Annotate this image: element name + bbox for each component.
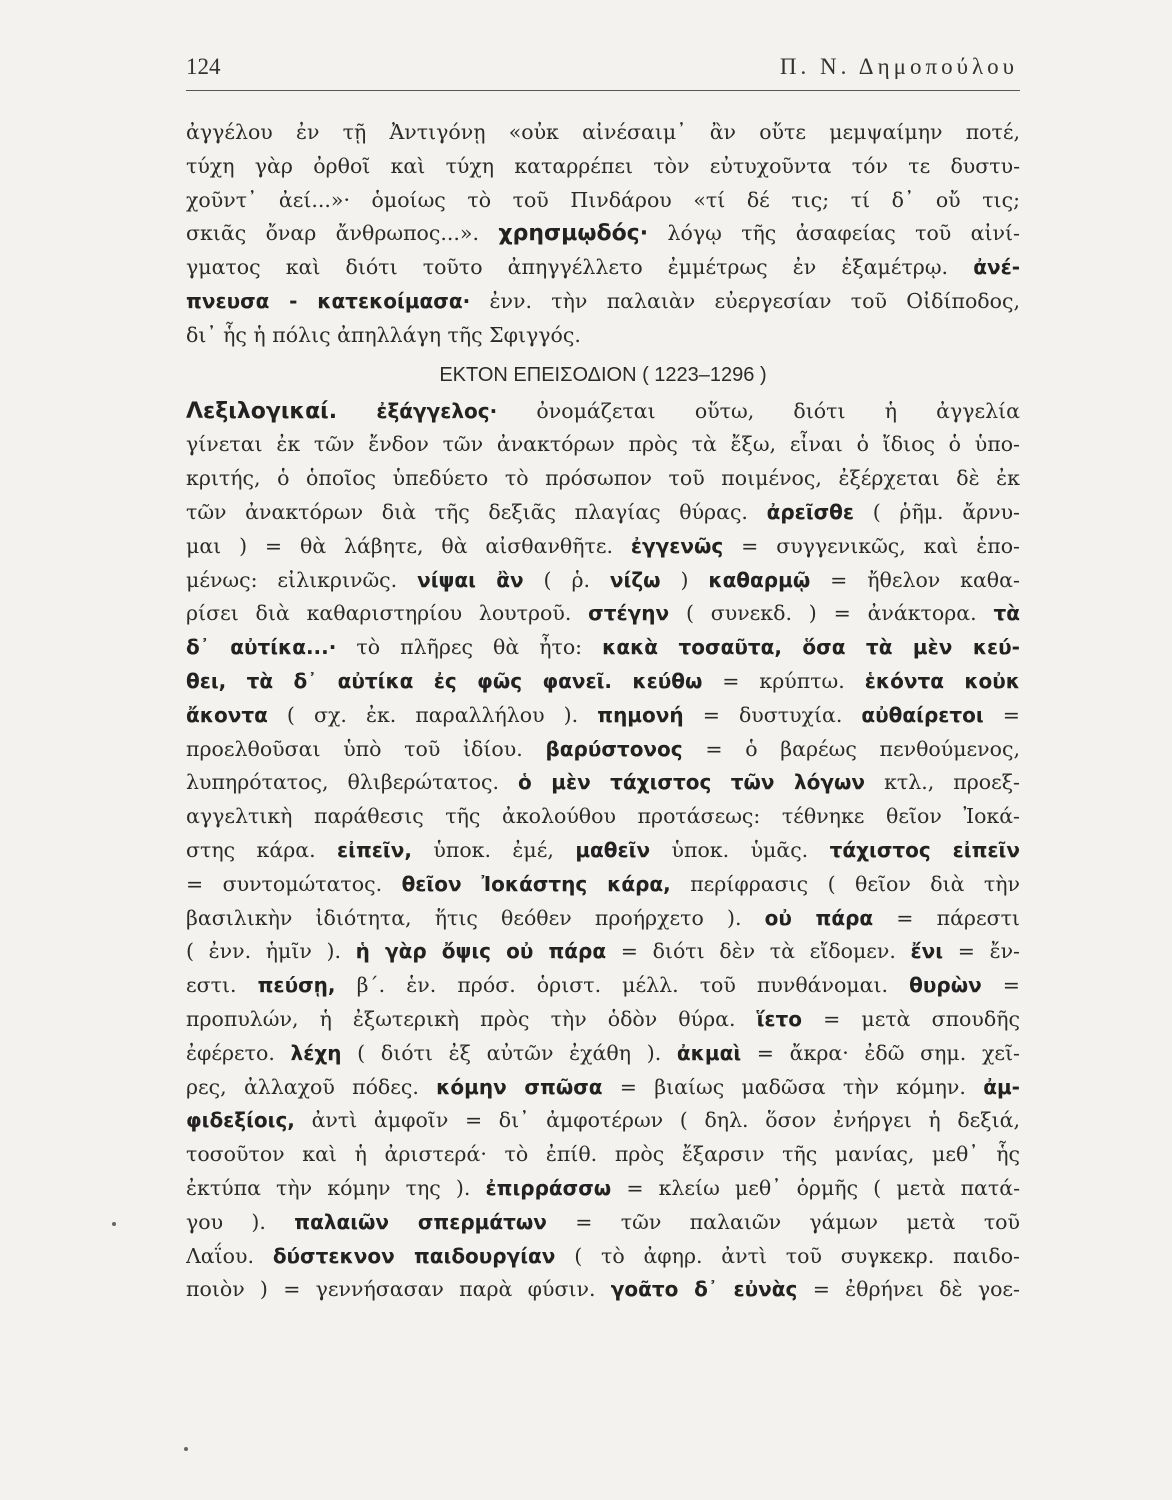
text-span: = τῶν παλαιῶν γάμων μετὰ τοῦ — [575, 1209, 1020, 1234]
bold-term: θεῖον Ἰοκάστης κάρα, — [401, 871, 671, 896]
text-line — [186, 285, 1020, 319]
scan-speck — [112, 1222, 116, 1226]
text-line — [186, 1240, 1020, 1274]
bold-term: ὁ μὲν τάχιστος τῶν λόγων — [518, 770, 866, 795]
section-heading: ΕΚΤΟΝ ΕΠΕΙΣΟΔΙΟΝ ( 1223–1296 ) — [439, 363, 767, 386]
text-span: γου ). — [186, 1209, 266, 1234]
text-span: ( ἐνν. ἡμῖν ). — [186, 939, 341, 964]
text-span: = δυστυχία. — [702, 702, 843, 727]
text-span: λυπηρότατος, θλιβερώτατος. — [186, 770, 499, 795]
text-line — [186, 1206, 1020, 1240]
text-span: ( ῥ. — [543, 567, 591, 592]
text-span: ( σχ. ἐκ. παραλλήλου ). — [286, 702, 579, 727]
bold-term: αὐθαίρετοι — [861, 702, 984, 727]
bold-term: ἐπιρράσσω — [485, 1175, 612, 1200]
bold-term: χρησμῳδός· — [498, 221, 649, 247]
text-span: ( τὸ ἀφηρ. ἀντὶ τοῦ συγκεκρ. παιδο- — [574, 1243, 1020, 1268]
text-span: προελθοῦσαι ὑπὸ τοῦ ἰδίου. — [186, 736, 523, 761]
text-line: γίνεται ἐκ τῶν ἔνδον τῶν ἀνακτόρων πρὸς τὰ ἔξω, εἶναι ὁ ἴδιος ὁ ὑπο- — [186, 432, 1020, 457]
text-span: = — [1002, 702, 1020, 727]
bold-term: βαρύστονος — [545, 736, 683, 761]
text-span: βασιλικὴν ἰδιότητα, ἥτις θεόθεν προήρχετο ). — [186, 905, 742, 930]
body-text — [186, 116, 1020, 1307]
text-span: ( διότι ἐξ αὐτῶν ἐχάθη ). — [357, 1040, 662, 1065]
bold-term: ἔνι — [910, 939, 944, 964]
scan-speck — [184, 1447, 188, 1451]
text-line — [186, 1172, 1020, 1206]
text-span: ὑποκ. ἐμέ, — [433, 837, 554, 862]
bold-term: παλαιῶν σπερμάτων — [294, 1209, 547, 1234]
bold-term: δύστεκνον παιδουργίαν — [272, 1243, 556, 1268]
text-span: ρες, ἀλλαχοῦ πόδες. — [186, 1074, 419, 1099]
text-span: β΄. ἑν. πρόσ. ὁριστ. μέλλ. τοῦ πυνθάνομαι. — [356, 973, 889, 998]
page-number: 124 — [186, 54, 221, 79]
text-span: ἐφέρετο. — [186, 1040, 275, 1065]
bold-term: ἄκοντα — [186, 702, 268, 727]
text-span: εστι. — [186, 973, 237, 998]
text-span: τῶν ἀνακτόρων διὰ τῆς δεξιᾶς πλαγίας θύρας. — [186, 499, 748, 524]
text-line: τοσοῦτον καὶ ἡ ἀριστερά· τὸ ἐπίθ. πρὸς ἔξαρσιν τῆς μανίας, μεθ᾽ ἧς — [186, 1142, 1020, 1167]
text-span: ( ῥῆμ. ἄρνυ- — [872, 499, 1020, 524]
text-span: λόγῳ τῆς ἀσαφείας τοῦ αἰνί- — [667, 221, 1020, 246]
bold-term: ἀκμαὶ — [676, 1040, 742, 1065]
text-line — [186, 251, 1020, 285]
bold-term: εἰπεῖν, — [337, 837, 412, 862]
text-span: = μετὰ σπουδῆς — [823, 1006, 1020, 1031]
bold-term: πεύσῃ, — [257, 973, 336, 998]
text-span: στης κάρα. — [186, 837, 316, 862]
text-line — [186, 1037, 1020, 1071]
text-span: = πάρεστι — [896, 905, 1020, 930]
text-line — [186, 1273, 1020, 1307]
text-span: = ὁ βαρέως πενθούμενος, — [705, 736, 1020, 761]
text-span: ) — [680, 567, 689, 592]
bold-term: τὰ — [993, 601, 1020, 626]
bold-term: ἐξάγγελος· — [376, 398, 498, 423]
text-line — [186, 530, 1020, 564]
text-line — [186, 902, 1020, 936]
text-span: = συντομώτατος. — [186, 871, 383, 896]
text-span: γματος καὶ διότι τοῦτο ἀπηγγέλλετο ἐμμέτρως ἐν ἑξαμέτρῳ. — [186, 255, 949, 280]
text-line — [186, 969, 1020, 1003]
bold-term: ἀρεῖσθε — [766, 499, 855, 524]
text-span: = κλείω μεθ᾽ ὁρμῆς ( μετὰ πατά- — [626, 1175, 1020, 1200]
bold-term: νίζω — [609, 567, 661, 592]
text-line — [186, 699, 1020, 733]
text-span: ἐνν. τὴν παλαιὰν εὐεργεσίαν τοῦ Οἰδίποδος, — [489, 288, 1020, 313]
text-span: = ἐθρήνει δὲ γοε- — [812, 1277, 1020, 1302]
text-span: ἀντὶ ἀμφοῖν = δι᾽ ἀμφοτέρων ( δηλ. ὅσον ἐνήργει ἡ δεξιά, — [311, 1108, 1020, 1133]
text-span: ποιὸν ) = γεννήσασαν παρὰ φύσιν. — [186, 1277, 596, 1302]
bold-term: ἑκόντα κοὐκ — [864, 668, 1020, 693]
text-line — [186, 496, 1020, 530]
bold-term: δ᾽ αὐτίκα...· — [186, 635, 337, 660]
bold-term: γοᾶτο δ᾽ εὐνὰς — [610, 1277, 798, 1302]
running-header — [186, 50, 1020, 91]
text-span: ρίσει διὰ καθαριστηρίου λουτροῦ. — [186, 601, 572, 626]
text-line — [186, 868, 1020, 902]
text-span: = διότι δὲν τὰ εἴδομεν. — [620, 939, 896, 964]
text-span: τὸ πλῆρες θὰ ἦτο: — [356, 635, 583, 660]
bold-term: κακὰ τοσαῦτα, ὅσα τὰ μὲν κεύ- — [602, 635, 1020, 660]
text-line — [186, 766, 1020, 800]
text-span: = κρύπτω. — [722, 668, 845, 693]
bold-term: θει, τὰ δ᾽ αὐτίκα ἐς φῶς φανεῖ. κεύθω — [186, 668, 703, 693]
bold-term: ἡ γὰρ ὄψις οὐ πάρα — [355, 939, 607, 964]
text-span: = — [1002, 973, 1020, 998]
text-span: κτλ., προεξ- — [884, 770, 1020, 795]
bold-term: οὐ πάρα — [764, 905, 874, 930]
bold-term: πημονή — [597, 702, 684, 727]
text-line — [186, 733, 1020, 767]
text-line — [186, 665, 1020, 699]
bold-term: φιδεξίοις, — [186, 1108, 295, 1133]
text-line: κριτής, ὁ ὁποῖος ὑπεδύετο τὸ πρόσωπον τοῦ ποιμένος, ἐξέρχεται δὲ ἐκ — [186, 466, 1020, 491]
header-author: Π. Ν. Δημοπούλου — [779, 54, 1018, 79]
text-span: περίφρασις ( θεῖον διὰ τὴν — [690, 871, 1020, 896]
text-line — [186, 217, 1020, 251]
text-span: σκιᾶς ὄναρ ἄνθρωπος...». — [186, 221, 479, 246]
text-line — [186, 935, 1020, 969]
text-line: δι᾽ ἧς ἡ πόλις ἀπηλλάγη τῆς Σφιγγός. — [186, 322, 581, 347]
text-line — [186, 597, 1020, 631]
text-span: = ἄκρα· ἐδῶ σημ. χεῖ- — [756, 1040, 1020, 1065]
text-line — [186, 834, 1020, 868]
text-span: = συγγενικῶς, καὶ ἑπο- — [741, 533, 1020, 558]
text-span: ἐκτύπα τὴν κόμην της ). — [186, 1175, 471, 1200]
bold-term: θυρὼν — [909, 973, 982, 998]
text-line — [186, 1104, 1020, 1138]
bold-term: ἐγγενῶς — [630, 533, 724, 558]
text-span: = ἤθελον καθα- — [830, 567, 1020, 592]
text-line: τύχη γὰρ ὀρθοῖ καὶ τύχη καταρρέπει τὸν εὐτυχοῦντα τόν τε δυστυ- — [186, 153, 1020, 178]
bold-term: μαθεῖν — [575, 837, 651, 862]
bold-term: πνευσα - κατεκοίμασα· — [186, 288, 471, 313]
text-line — [186, 395, 1020, 429]
bold-term: Λεξιλογικαί. — [186, 398, 338, 424]
text-line: αγγελτικὴ παράθεσις τῆς ἀκολούθου προτάσεως: τέθνηκε θεῖον Ἰοκά- — [186, 804, 1020, 829]
text-span: μένως: εἰλικρινῶς. — [186, 567, 398, 592]
bold-term: λέχη — [290, 1040, 342, 1065]
text-span: μαι ) = θὰ λάβητε, θὰ αἰσθανθῆτε. — [186, 533, 614, 558]
text-line — [186, 1071, 1020, 1105]
text-line: χοῦντ᾽ ἀεί...»· ὁμοίως τὸ τοῦ Πινδάρου «τί δέ τις; τί δ᾽ οὔ τις; — [186, 187, 1020, 212]
bold-term: ἀμ- — [983, 1074, 1020, 1099]
text-span: ὑποκ. ὑμᾶς. — [671, 837, 809, 862]
text-span: προπυλών, ἡ ἐξωτερικὴ πρὸς τὴν ὁδὸν θύρα. — [186, 1006, 736, 1031]
text-span: = βιαίως μαδῶσα τὴν κόμην. — [619, 1074, 966, 1099]
bold-term: στέγην — [588, 601, 670, 626]
bold-term: ἵετο — [756, 1006, 803, 1031]
bold-term: τάχιστος εἰπεῖν — [829, 837, 1020, 862]
text-line — [186, 631, 1020, 665]
bold-term: καθαρμῷ — [708, 567, 811, 592]
text-span: Λαΐου. — [186, 1243, 255, 1268]
text-line — [186, 564, 1020, 598]
text-line: ἀγγέλου ἐν τῇ Ἀντιγόνῃ «οὐκ αἰνέσαιμ᾽ ἂν οὔτε μεμψαίμην ποτέ, — [186, 120, 1020, 144]
bold-term: νίψαι ἂν — [417, 567, 524, 592]
text-span: ( συνεκδ. ) = ἀνάκτορα. — [685, 601, 977, 626]
text-span: = ἔν- — [957, 939, 1020, 964]
text-span: ὀνομάζεται οὕτω, διότι ἡ ἀγγελία — [536, 398, 1020, 423]
bold-term: ἀνέ- — [973, 255, 1020, 280]
text-line — [186, 1003, 1020, 1037]
bold-term: κόμην σπῶσα — [436, 1074, 603, 1099]
